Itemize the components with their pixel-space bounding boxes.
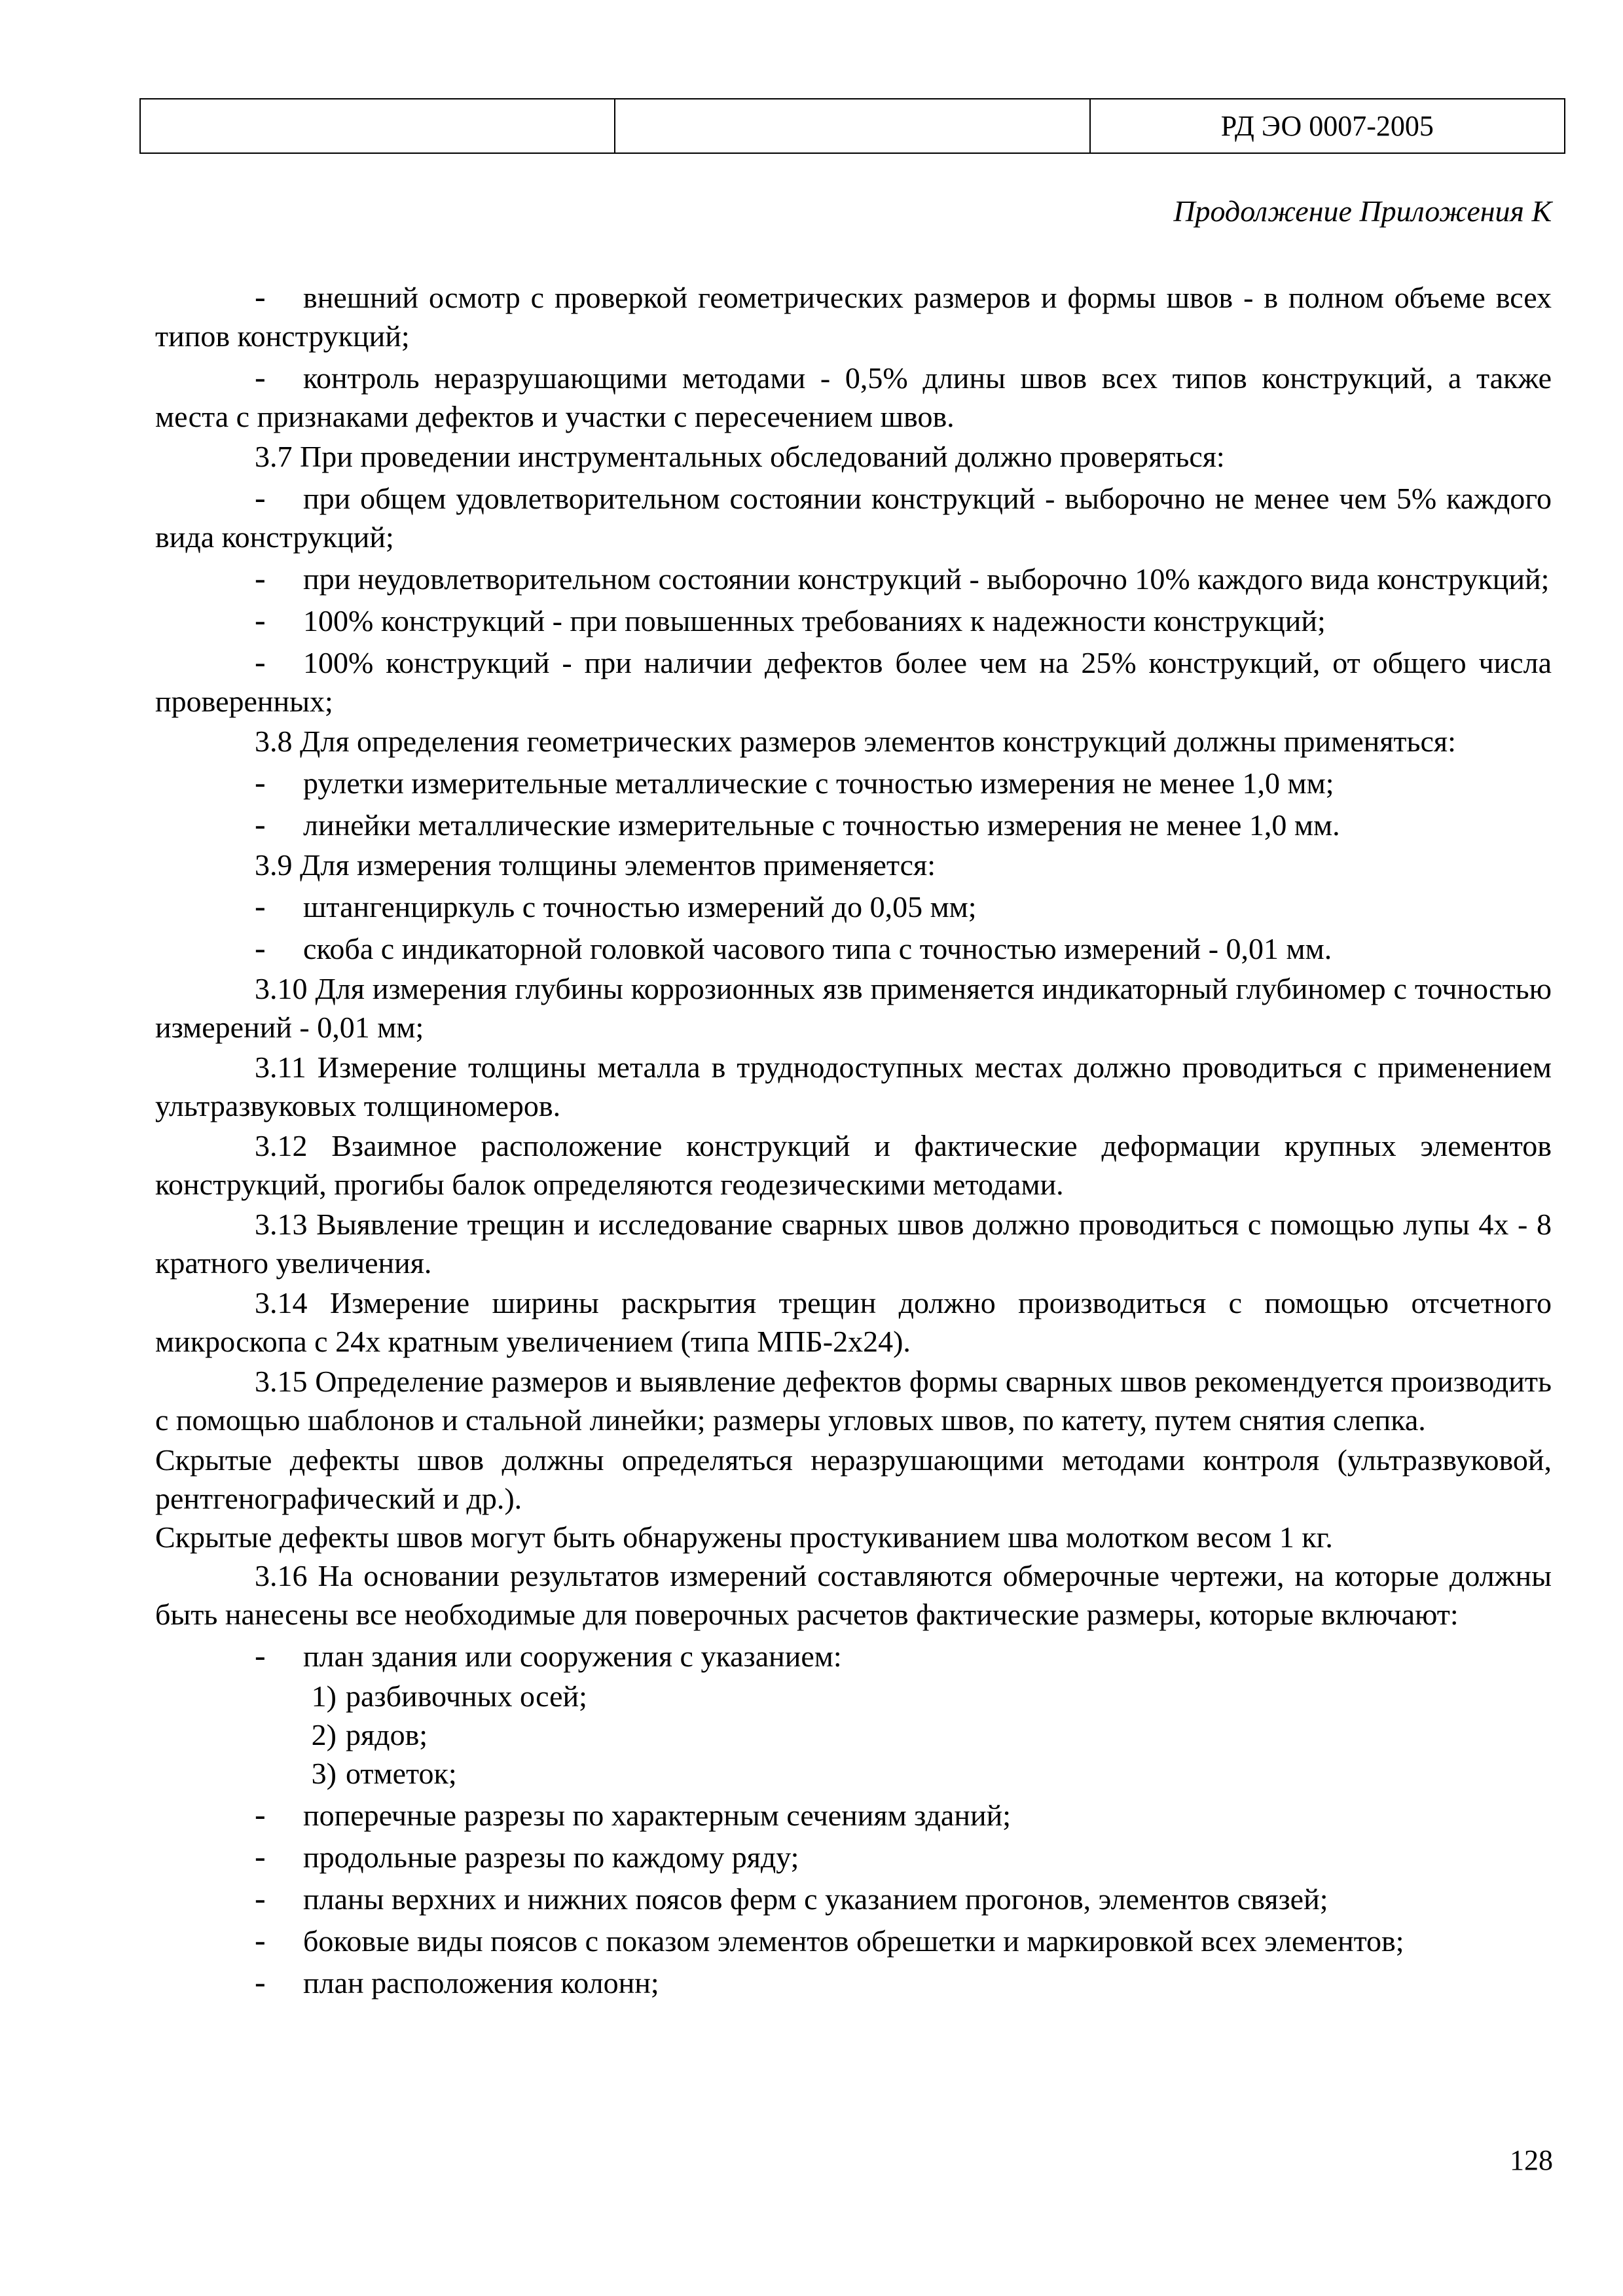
section-paragraph: 3.7 При проведении инструментальных обследований должно проверяться: (255, 440, 1225, 473)
bullet-text: план здания или сооружения с указанием: (303, 1640, 842, 1673)
bullet-text: скоба с индикаторной головкой часового типа с точностью измерений - 0,01 мм. (303, 932, 1332, 965)
numbered-item (155, 1754, 1552, 1793)
bullet-text: при неудовлетворительном состоянии конструкций - выборочно 10% каждого вида конструкций; (303, 562, 1550, 596)
item-number: 3) (311, 1757, 337, 1790)
dash-marker: - (255, 764, 266, 800)
bullet-text: план расположения колонн; (303, 1966, 659, 2000)
bullet-item (155, 278, 1552, 355)
section-paragraph: 3.12 Взаимное расположение конструкций и фактические деформации крупных элементов конструкций, прогибы балок определяются геодезическими методами. (155, 1129, 1552, 1201)
dash-marker: - (255, 1796, 266, 1833)
bullet-item (155, 601, 1552, 640)
numbered-text: отметок; (346, 1757, 457, 1790)
numbered-text: рядов; (346, 1718, 428, 1751)
section-paragraph: 3.10 Для измерения глубины коррозионных язв применяется индикаторный глубиномер с точностью измерений - 0,01 мм; (155, 972, 1552, 1044)
dash-marker: - (255, 1637, 266, 1674)
section-paragraph: 3.11 Измерение толщины металла в труднодоступных местах должно проводиться с применением ультразвуковых толщиномеров. (155, 1050, 1552, 1122)
bullet-item (155, 1921, 1552, 1960)
paragraph: Скрытые дефекты швов должны определяться неразрушающими методами контроля (ультразвуковой, рентгенографический и др.). (155, 1443, 1552, 1515)
bullet-text: 100% конструкций - при наличии дефектов более чем на 25% конструкций, от общего числа проверенных; (155, 646, 1552, 718)
dash-marker: - (255, 643, 266, 680)
dash-marker: - (255, 359, 266, 395)
dash-marker: - (255, 1880, 266, 1916)
section-paragraph: 3.9 Для измерения толщины элементов применяется: (255, 848, 936, 882)
bullet-item (155, 1963, 1552, 2002)
bullet-text: при общем удовлетворительном состоянии конструкций - выборочно не менее чем 5% каждого вида конструкций; (155, 482, 1552, 554)
bullet-item (155, 559, 1552, 598)
dash-marker: - (255, 601, 266, 638)
section-paragraph: 3.16 На основании результатов измерений составляются обмерочные чертежи, на которые должны быть нанесены все необходимые для поверочных расчетов фактические размеры, которые включают: (155, 1559, 1552, 1631)
bullet-text: 100% конструкций - при повышенных требованиях к надежности конструкций; (303, 604, 1326, 637)
bullet-text: боковые виды поясов с показом элементов обрешетки и маркировкой всех элементов; (303, 1924, 1404, 1958)
dash-marker: - (255, 888, 266, 924)
dash-marker: - (255, 278, 266, 315)
dash-marker: - (255, 560, 266, 596)
item-number: 2) (311, 1718, 337, 1751)
dash-marker: - (255, 806, 266, 842)
numbered-text: разбивочных осей; (346, 1679, 587, 1713)
bullet-text: линейки металлические измерительные с точностью измерения не менее 1,0 мм. (303, 808, 1340, 842)
item-number: 1) (311, 1679, 337, 1713)
bullet-text: контроль неразрушающими методами - 0,5% длины швов всех типов конструкций, а также места с признаками дефектов и участки с пересечением швов. (155, 361, 1552, 433)
numbered-item (155, 1715, 1552, 1754)
bullet-item (155, 478, 1552, 556)
header-cell-2 (615, 99, 1089, 153)
bullet-item (155, 763, 1552, 802)
bullet-item (155, 1795, 1552, 1835)
bullet-item (155, 358, 1552, 436)
bullet-item (155, 1879, 1552, 1918)
section-paragraph: 3.13 Выявление трещин и исследование сварных швов должно проводиться с помощью лупы 4х - 8 кратного увеличения. (155, 1208, 1552, 1280)
dash-marker: - (255, 929, 266, 966)
section-paragraph: 3.15 Определение размеров и выявление дефектов формы сварных швов рекомендуется производить с помощью шаблонов и стальной линейки; размеры угловых швов, по катету, путем снятия слепка. (155, 1365, 1552, 1437)
bullet-item (155, 929, 1552, 968)
dash-marker: - (255, 479, 266, 516)
bullet-text: внешний осмотр с проверкой геометрических размеров и формы швов - в полном объеме всех типов конструкций; (155, 281, 1552, 353)
page-number: 128 (1510, 2144, 1553, 2176)
dash-marker: - (255, 1922, 266, 1958)
bullet-item (155, 887, 1552, 926)
bullet-item (155, 643, 1552, 721)
bullet-text: планы верхних и нижних поясов ферм с указанием прогонов, элементов связей; (303, 1882, 1328, 1916)
section-paragraph: 3.14 Измерение ширины раскрытия трещин должно производиться с помощью отсчетного микроскопа с 24х кратным увеличением (типа МПБ-2х24). (155, 1286, 1552, 1358)
continuation-label: Продолжение Приложения К (1173, 194, 1552, 228)
header-table (139, 98, 1565, 154)
document-body (155, 275, 1552, 2003)
dash-marker: - (255, 1838, 266, 1874)
bullet-text: поперечные разрезы по характерным сечениям зданий; (303, 1799, 1011, 1832)
bullet-item (155, 805, 1552, 844)
dash-marker: - (255, 1964, 266, 2000)
header-cell-1 (140, 99, 615, 153)
paragraph: Скрытые дефекты швов могут быть обнаружены простукиванием шва молотком весом 1 кг. (155, 1520, 1333, 1554)
section-paragraph: 3.8 Для определения геометрических размеров элементов конструкций должны применяться: (255, 725, 1456, 758)
doc-code: РД ЭО 0007-2005 (1090, 99, 1565, 153)
bullet-item (155, 1837, 1552, 1876)
numbered-item (155, 1677, 1552, 1715)
bullet-text: продольные разрезы по каждому ряду; (303, 1840, 799, 1874)
bullet-text: рулетки измерительные металлические с точностью измерения не менее 1,0 мм; (303, 766, 1334, 800)
bullet-text: штангенциркуль с точностью измерений до 0,05 мм; (303, 890, 977, 924)
bullet-item (155, 1636, 1552, 1676)
